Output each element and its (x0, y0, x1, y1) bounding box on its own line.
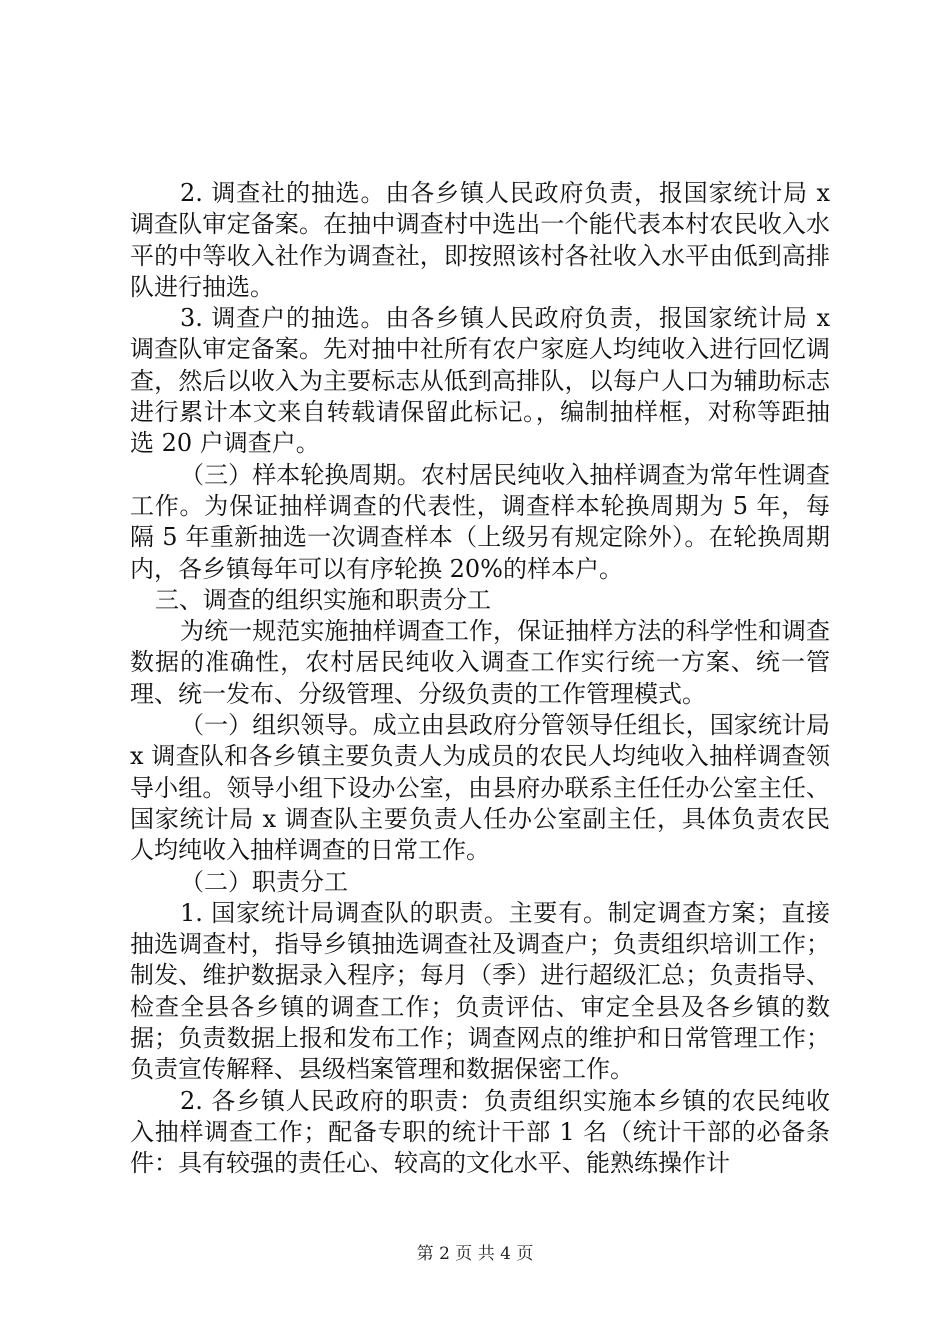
paragraph-unified-management: 为统一规范实施抽样调查工作，保证抽样方法的科学性和调查数据的准确性，农村居民纯收入调查工作实行统一方案、统一管理、统一发布、分级管理、分级负责的工作管理模式。 (130, 617, 830, 708)
subheading-responsibilities: （二）职责分工 (180, 867, 348, 896)
paragraph-survey-household-selection: 3. 调查户的抽选。由各乡镇人民政府负责，报国家统计局 x 调查队审定备案。先对抽中社所有农户家庭人均纯收入进行回忆调查，然后以收入为主要标志从低到高排队，以每户人口为辅助标志进行累计本文来自转载请保留此标记。，编制抽样框，对称等距抽选 20 户调查户。 (130, 304, 830, 458)
paragraph-statistics-bureau-duties: 1. 国家统计局调查队的职责。主要有。制定调查方案；直接抽选调查村，指导乡镇抽选调查社及调查户；负责组织培训工作；制发、维护数据录入程序；每月（季）进行超级汇总；负责指导、检查全县各乡镇的调查工作；负责评估、审定全县及各乡镇的数据；负责数据上报和发布工作；调查网点的维护和日常管理工作；负责宣传解释、县级档案管理和数据保密工作。 (130, 898, 830, 1084)
page-number-footer: 第 2 页 共 4 页 (416, 1244, 534, 1264)
paragraph-leadership: （一）组织领导。成立由县政府分管领导任组长，国家统计局 x 调查队和各乡镇主要负责人为成员的农民人均纯收入抽样调查领导小组。领导小组下设办公室，由县府办联系主任任办公室主任、国家统计局 x 调查队主要负责人任办公室副主任，具体负责农民人均纯收入抽样调查的日常工作。 (130, 711, 830, 865)
document-body (130, 178, 830, 1180)
paragraph-township-duties: 2. 各乡镇人民政府的职责：负责组织实施本乡镇的农民纯收入抽样调查工作；配备专职的统计干部 1 名（统计干部的必备条件：具有较强的责任心、较高的文化水平、能熟练操作计 (130, 1086, 830, 1178)
paragraph-sample-rotation: （三）样本轮换周期。农村居民纯收入抽样调查为常年性调查工作。为保证抽样调查的代表性，调查样本轮换周期为 5 年，每隔 5 年重新抽选一次调查样本（上级另有规定除外）。在轮换周期内，各乡镇每年可以有序轮换 20%的样本户。 (130, 460, 830, 583)
section-heading-organization: 三、调查的组织实施和职责分工 (155, 585, 491, 614)
paragraph-survey-group-selection: 2. 调查社的抽选。由各乡镇人民政府负责，报国家统计局 x 调查队审定备案。在抽中调查村中选出一个能代表本村农民收入水平的中等收入社作为调查社，即按照该村各社收入水平由低到高排队进行抽选。 (130, 179, 830, 301)
